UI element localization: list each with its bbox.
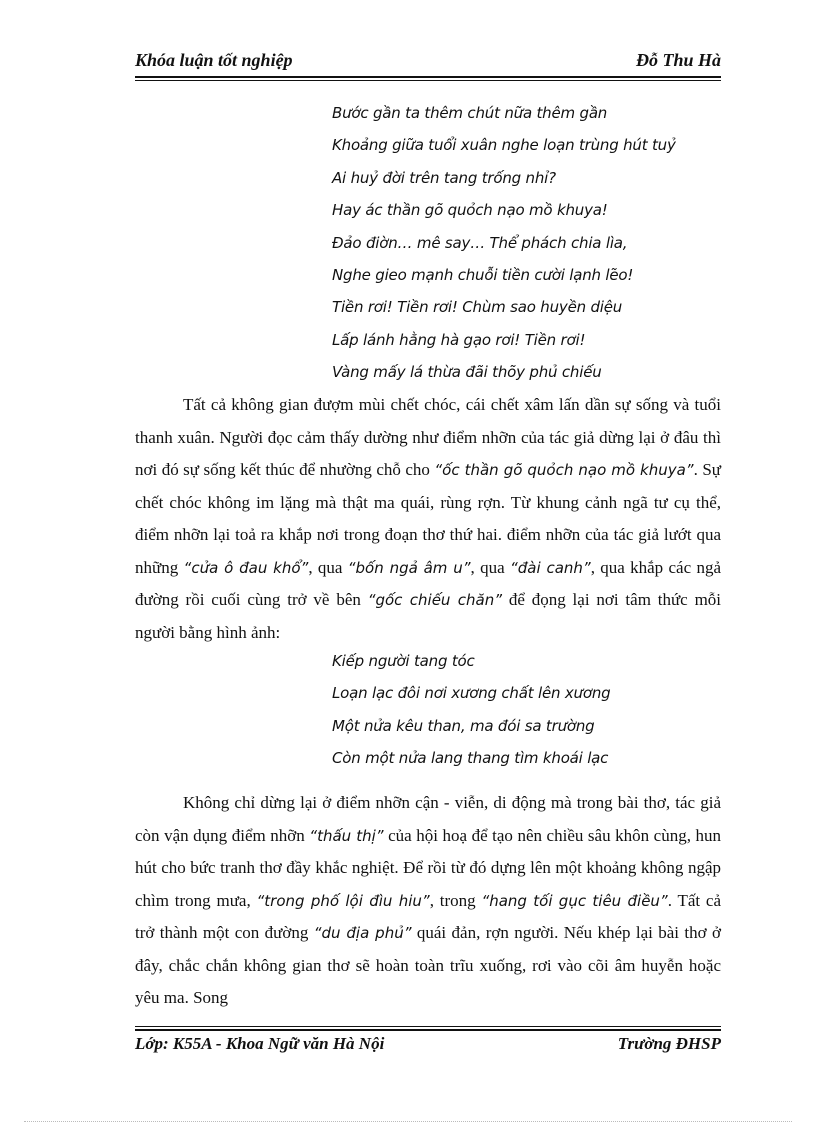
paragraph-text: Không chỉ dừng lại ở điểm nhỡn cận - viễn, di động mà trong bài thơ, tác giả còn vận dụng điểm nhỡn bbox=[135, 793, 721, 845]
header-rule bbox=[135, 76, 721, 78]
footer-class-info: Lớp: K55A - Khoa Ngữ văn Hà Nội bbox=[135, 1034, 385, 1053]
quoted-phrase: “cửa ô đau khổ” bbox=[183, 558, 309, 577]
poem-line: Lấp lánh hằng hà gạo rơi! Tiền rơi! bbox=[332, 330, 586, 349]
paragraph-text: của hội hoạ để tạo nên chiều sâu khôn cùng, hun hút cho bức tranh thơ đầy khắc nghiệt. Để rồi từ đó dựng lên một khoảng không ngập chìm trong mưa, bbox=[135, 825, 722, 910]
paragraph-text: , trong bbox=[429, 890, 482, 910]
poem-line: Kiếp người tang tóc bbox=[332, 652, 475, 670]
poem-line: Loạn lạc đôi nơi xương chất lên xương bbox=[332, 684, 611, 703]
poem-line: Nghe gieo mạnh chuỗi tiền cười lạnh lẽo! bbox=[332, 265, 634, 284]
page-header bbox=[135, 48, 721, 74]
paragraph-text: quái đản, rợn người. Nếu khép lại bài thơ ở đây, chắc chắn không gian thơ sẽ hoàn toàn trĩu xuống, rơi vào cõi âm huyễn hoặc yêu ma. Song bbox=[135, 923, 721, 1007]
poem-excerpt-2 bbox=[332, 645, 732, 775]
quoted-phrase: “trong phố lội đìu hiu” bbox=[256, 891, 430, 910]
paragraph-text: , qua bbox=[470, 557, 510, 577]
quoted-phrase: “đài canh” bbox=[509, 558, 591, 577]
quoted-phrase: “thấu thị” bbox=[309, 826, 384, 845]
header-author: Đỗ Thu Hà bbox=[635, 50, 721, 70]
footer-rule bbox=[135, 1029, 721, 1031]
poem-line: Vàng mấy lá thừa đãi thõy phủ chiếu bbox=[332, 363, 602, 382]
poem-excerpt-1 bbox=[332, 97, 732, 389]
poem-line: Khoảng giữa tuổi xuân nghe loạn trùng hút tuỷ bbox=[332, 136, 676, 155]
body-paragraph-1 bbox=[135, 389, 721, 649]
paragraph-text: . Tất cả trở thành một con đường bbox=[135, 890, 721, 942]
footer-rule-thin bbox=[135, 1026, 721, 1027]
poem-line: Hay ác thần gõ quỏch nạo mồ khuya! bbox=[332, 201, 608, 220]
paragraph-text: . Sự chết chóc không im lặng mà thật ma quái, rùng rợn. Từ khung cảnh ngã tư cụ thể, điểm nhỡn lại toả ra khắp nơi trong đoạn thơ thứ hai. điểm nhỡn của tác giả lướt qua những bbox=[135, 460, 721, 577]
poem-line: Còn một nửa lang thang tìm khoái lạc bbox=[332, 749, 609, 768]
paragraph-text: Tất cả không gian đượm mùi chết chóc, cái chết xâm lấn dần sự sống và tuổi thanh xuân. Người đọc cảm thấy dường như điểm nhỡn của tác giả dừng lại ở đâu thì nơi đó sự sống kết thúc để nhường chỗ cho bbox=[135, 395, 721, 479]
quoted-phrase: “ốc thần gõ quỏch nạo mồ khuya” bbox=[434, 461, 694, 479]
quoted-phrase: “hang tối gục tiêu điều” bbox=[481, 891, 668, 910]
quoted-phrase: “bốn ngả âm u” bbox=[347, 558, 471, 577]
page-bottom-border bbox=[24, 1121, 792, 1122]
body-paragraph-2 bbox=[135, 787, 721, 1015]
footer-school: Trường ĐHSP bbox=[617, 1034, 721, 1053]
paragraph-text: để đọng lại nơi tâm thức mỗi người bằng hình ảnh: bbox=[135, 590, 722, 642]
poem-line: Tiền rơi! Tiền rơi! Chùm sao huyền diệu bbox=[332, 298, 623, 317]
quoted-phrase: “du địa phủ” bbox=[313, 924, 412, 942]
poem-line: Ai huỷ đời trên tang trống nhỉ? bbox=[332, 168, 556, 187]
header-rule-thin bbox=[135, 80, 721, 81]
header-thesis-title: Khóa luận tốt nghiệp bbox=[135, 50, 293, 70]
poem-line: Đảo điờn… mê say… Thể phách chia lìa, bbox=[332, 233, 628, 252]
quoted-phrase: “gốc chiếu chăn” bbox=[367, 591, 503, 609]
paragraph-text: , qua khắp các ngả đường rồi cuối cùng trở về bên bbox=[135, 557, 721, 609]
poem-line: Bước gần ta thêm chút nữa thêm gần bbox=[332, 104, 608, 122]
poem-line: Một nửa kêu than, ma đói sa trường bbox=[332, 716, 595, 735]
paragraph-text: , qua bbox=[308, 557, 348, 577]
